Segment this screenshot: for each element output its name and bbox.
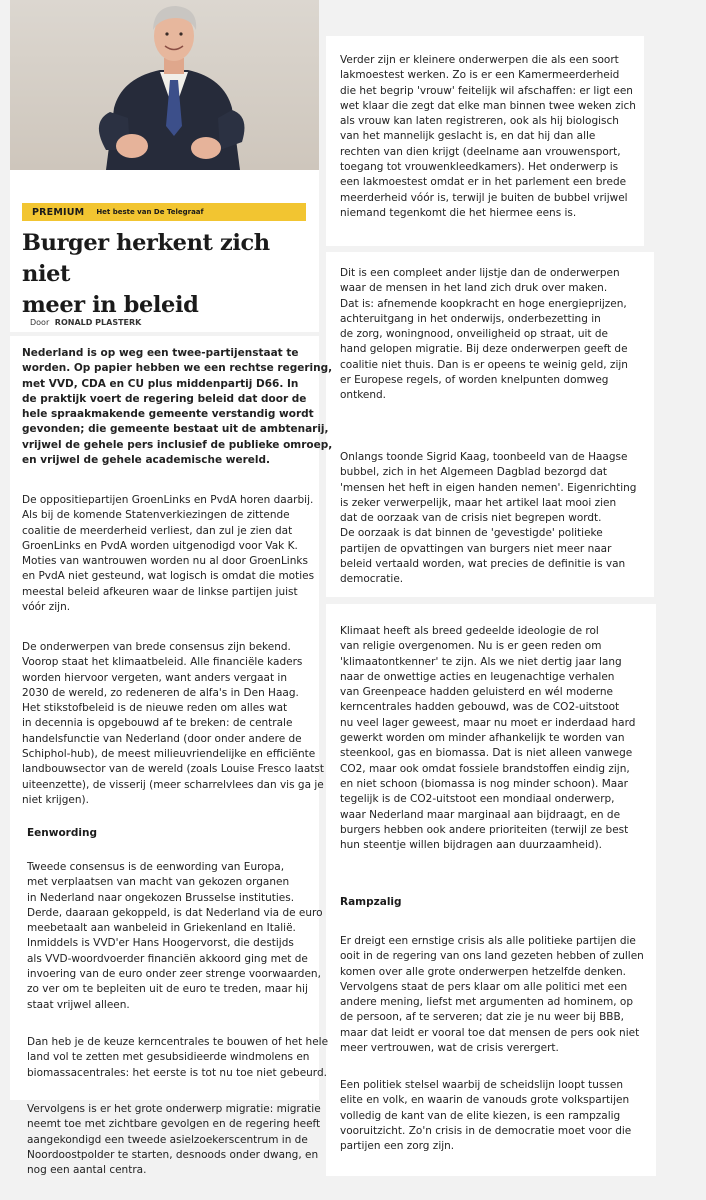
text-line: gevonden; die gemeente bestaat uit de ambtenarij,: [22, 423, 329, 436]
paragraph-2: [22, 493, 314, 615]
subhead-text: Rampzalig: [340, 896, 402, 908]
right-paragraph-3: [340, 450, 636, 588]
lead-paragraph: [22, 346, 332, 468]
text-line: die het begrip 'vrouw' feitelijk wil afschaffen: er ligt een: [340, 84, 633, 97]
text-line: De oorzaak is dat binnen de 'gevestigde' politieke: [340, 527, 603, 540]
text-line: beleid vertaald worden, wat precies de definitie is van: [340, 558, 626, 571]
text-line: invoering van de euro onder zeer strenge voorwaarden,: [27, 968, 321, 981]
text-line: rechten van dien krijgt (deelname aan vrouwensport,: [340, 145, 621, 158]
text-line: kerncentrales hadden gebouwd, was de CO2-uitstoot: [340, 701, 620, 714]
paragraph-text: [340, 266, 628, 404]
paragraph-4: [27, 860, 323, 1013]
right-paragraph-5: [340, 934, 644, 1056]
text-line: meebetaalt aan wanbeleid in Griekenland en Italië.: [27, 922, 296, 935]
text-line: Voorop staat het klimaatbeleid. Alle financiële kaders: [22, 656, 303, 669]
subhead-eenwording: [27, 827, 97, 839]
text-line: en PvdA niet gesteund, wat logisch is omdat die moties: [22, 570, 315, 583]
text-line: er Europese regels, of worden knelpunten domweg: [340, 374, 609, 387]
paragraph-text: [340, 53, 636, 221]
article-headline: [22, 228, 312, 321]
text-line: Dat is: afnemende koopkracht en hoge energieprijzen,: [340, 297, 627, 310]
text-line: worden hiervoor vergeten, want anders vergaat in: [22, 671, 288, 684]
text-line: nog een aantal centra.: [27, 1164, 147, 1177]
premium-banner: [22, 203, 306, 221]
text-line: steenkool, gas en biomassa. Dat is niet alleen vanwege: [340, 747, 633, 760]
text-line: komen over alle grote onderwerpen hetzelfde denken.: [340, 965, 626, 978]
text-line: biomassacentrales: het eerste is tot nu toe niet gebeurd.: [27, 1066, 327, 1079]
subhead-rampzalig: [340, 896, 402, 908]
paragraph-text: [27, 1102, 321, 1178]
text-line: niemand tegenkomt die het hiermee eens is.: [340, 206, 577, 219]
text-line: worden. Op papier hebben we een rechtse regering,: [22, 362, 333, 375]
byline: [30, 318, 141, 327]
text-line: maar dat leidt er vooral toe dat mensen de pers ook niet: [340, 1026, 640, 1039]
text-line: vóór zijn.: [22, 601, 71, 614]
text-line: De onderwerpen van brede consensus zijn bekend.: [22, 641, 291, 653]
text-line: Schiphol-hub), de meest milieuvriendelijke en efficiënte: [22, 748, 316, 761]
text-line: neemt toe met zichtbare gevolgen en de regering heeft: [27, 1118, 321, 1131]
paragraph-text: [340, 624, 635, 853]
text-line: dat de oorzaak van de crisis niet begrepen wordt.: [340, 512, 602, 525]
text-line: in Nederland naar ongekozen Brusselse instituties.: [27, 891, 295, 904]
text-line: naar de onwettige acties en leugenachtige verhalen: [340, 670, 615, 683]
text-line: vrijwel de gehele pers inclusief de publieke omroep,: [22, 438, 333, 451]
text-line: in decennia is opgebouwd af te breken: de centrale: [22, 717, 293, 730]
text-line: vooruitzicht. Zo'n crisis in de democratie moet voor die: [340, 1124, 632, 1137]
text-line: Een politiek stelsel waarbij de scheidslijn loopt tussen: [340, 1079, 624, 1091]
text-line: Tweede consensus is de eenwording van Europa,: [27, 861, 285, 873]
text-line: 'mensen het heft in eigen handen nemen'. Eigenrichting: [340, 481, 637, 494]
text-line: meer vertrouwen, wat de crisis verergert.: [340, 1042, 559, 1055]
paragraph-text: [22, 640, 324, 808]
text-line: Vervolgens staat de pers klaar om alle politici met een: [340, 980, 628, 993]
text-line: Er dreigt een ernstige crisis als alle politieke partijen die: [340, 935, 636, 947]
text-line: elite en volk, en waarin de vanouds grote volkspartijen: [340, 1094, 630, 1107]
text-line: lakmoestest werken. Zo is er een Kamermeerderheid: [340, 69, 620, 82]
text-line: een lakmoestest omdat er in het parlement een brede: [340, 176, 627, 189]
text-line: achteruitgang in het onderwijs, onderbezetting in: [340, 312, 601, 325]
text-line: hun steentje willen bijdragen aan duurzaamheid).: [340, 839, 603, 852]
text-line: ontkend.: [340, 389, 387, 402]
paragraph-5: [27, 1035, 328, 1081]
author-portrait-illustration: [10, 0, 319, 170]
text-line: partijen de opvattingen van burgers niet meer naar: [340, 542, 612, 555]
text-line: Dan heb je de keuze kerncentrales te bouwen of het hele: [27, 1036, 329, 1048]
text-line: hand gelopen migratie. Bij deze onderwerpen geeft de: [340, 343, 628, 356]
byline-prefix: Door: [30, 318, 50, 327]
right-paragraph-6: [340, 1078, 631, 1154]
author-photo: [10, 0, 319, 170]
text-line: en niet schoon (biomassa is nog minder schoon). Maar: [340, 777, 628, 790]
right-paragraph-2: [340, 266, 628, 404]
text-line: handelsfunctie van Nederland (door onder andere de: [22, 732, 302, 745]
text-line: 'klimaatontkenner' te zijn. Als we niet dertig jaar lang: [340, 655, 622, 668]
right-paragraph-4: [340, 624, 635, 853]
text-line: coalitie de meerderheid verliest, dan zul je zien dat: [22, 524, 293, 537]
text-line: zo ver om te bepleiten uit de euro te treden, maar hij: [27, 983, 308, 996]
paragraph-3: [22, 640, 324, 808]
lead-text: [22, 346, 332, 468]
text-line: wet klaar die zegt dat elke man binnen twee weken zich: [340, 99, 636, 112]
text-line: Dit is een compleet ander lijstje dan de onderwerpen: [340, 267, 620, 279]
text-line: de zorg, woningnood, onveiligheid op straat, uit de: [340, 328, 608, 341]
text-line: andere mening, liefst met argumenten ad hominem, op: [340, 996, 633, 1009]
text-line: als VVD-woordvoerder financiën akkoord ging met de: [27, 952, 308, 965]
premium-label: PREMIUM: [32, 206, 85, 218]
text-line: Derde, daaraan gekoppeld, is dat Nederland via de euro: [27, 906, 323, 919]
text-line: landbouwsector van de wereld (zoals Louise Fresco laatst: [22, 763, 324, 776]
text-line: tegelijk is de CO2-uitstoot een mondiaal onderwerp,: [340, 793, 615, 806]
text-line: meestal beleid afkeuren waar de linkse partijen juist: [22, 585, 298, 598]
text-line: Onlangs toonde Sigrid Kaag, toonbeeld van de Haagse: [340, 451, 628, 463]
text-line: is zeker verwerpelijk, maar het artikel laat mooi zien: [340, 496, 617, 509]
subhead-text: Eenwording: [27, 827, 97, 839]
premium-subtitle: Het beste van De Telegraaf: [96, 208, 204, 216]
byline-author: RONALD PLASTERK: [54, 318, 142, 327]
text-line: de praktijk voert de regering beleid dat door de: [22, 392, 307, 405]
paragraph-text: [22, 493, 314, 615]
text-line: van religie overgenomen. Nu is er geen reden om: [340, 640, 602, 653]
text-line: Het stikstofbeleid is de nieuwe reden om alles wat: [22, 702, 288, 715]
text-line: meerderheid vóór is, terwijl je buiten de bubbel vrijwel: [340, 191, 628, 204]
text-line: van het mannelijk geslacht is, en dat hij dan alle: [340, 130, 596, 143]
paragraph-6: [27, 1102, 321, 1178]
text-line: toegang tot vrouwenkleedkamers). Het onderwerp is: [340, 161, 619, 174]
text-line: volledig de kant van de elite kiezen, is een rampzalig: [340, 1109, 621, 1122]
text-line: Noordoostpolder te starten, desnoods onder dwang, en: [27, 1148, 319, 1161]
text-line: 2030 de wereld, zo redeneren de alfa's in Den Haag.: [22, 686, 299, 699]
text-line: ooit in de regering van ons land gezeten hebben of zullen: [340, 950, 644, 963]
text-line: staat vrijwel alleen.: [27, 998, 130, 1011]
text-line: aangekondigd een tweede asielzoekerscentrum in de: [27, 1133, 308, 1146]
paragraph-text: [340, 934, 644, 1056]
text-line: nu veel lager geweest, maar nu moet er inderdaad hard: [340, 716, 636, 729]
text-line: waar Nederland maar marginaal aan bijdraagt, en de: [340, 808, 621, 821]
text-line: als vrouw kan laten registreren, ook als hij biologisch: [340, 115, 619, 128]
text-line: Als bij de komende Statenverkiezingen de zittende: [22, 509, 290, 522]
text-line: gewerkt worden om minder afhankelijk te worden van: [340, 732, 625, 745]
text-line: CO2, maar ook omdat fossiele brandstoffen eindig zijn,: [340, 762, 630, 775]
text-line: met verplaatsen van macht van gekozen organen: [27, 876, 290, 889]
text-line: Klimaat heeft als breed gedeelde ideologie de rol: [340, 625, 599, 637]
text-line: en vrijwel de gehele academische wereld.: [22, 454, 270, 467]
text-line: Nederland is op weg een twee-partijenstaat te: [22, 347, 299, 359]
text-line: GroenLinks en PvdA worden uitgenodigd voor Vak K.: [22, 539, 298, 552]
text-line: Verder zijn er kleinere onderwerpen die als een soort: [340, 54, 619, 66]
text-line: Inmiddels is VVD'er Hans Hoogervorst, die destijds: [27, 937, 294, 950]
text-line: waar de mensen in het land zich druk over maken.: [340, 282, 608, 295]
text-line: partijen een zorg zijn.: [340, 1140, 455, 1153]
text-line: van Greenpeace hadden geluisterd en wél moderne: [340, 686, 614, 699]
paragraph-text: [340, 450, 636, 588]
text-line: De oppositiepartijen GroenLinks en PvdA horen daarbij.: [22, 494, 314, 506]
text-line: bubbel, zich in het Algemeen Dagblad bezorgd dat: [340, 466, 608, 479]
text-line: niet krijgen).: [22, 793, 89, 806]
text-line: met VVD, CDA en CU plus middenpartij D66. In: [22, 377, 299, 390]
text-line: coalitie niet thuis. Dan is er opeens te weinig geld, zijn: [340, 358, 628, 371]
text-line: land vol te zetten met gesubsidieerde windmolens en: [27, 1051, 310, 1064]
text-line: hele spraakmakende gemeente verstandig wordt: [22, 408, 314, 421]
paragraph-text: [340, 1078, 631, 1154]
headline-line-1: Burger herkent zich niet: [22, 230, 270, 287]
text-line: de persoon, af te serveren; dat zie je nu weer bij BBB,: [340, 1011, 625, 1024]
paragraph-text: [27, 860, 323, 1013]
right-paragraph-1: [340, 53, 636, 221]
headline-line-2: meer in beleid: [22, 292, 199, 318]
text-line: Vervolgens is er het grote onderwerp migratie: migratie: [27, 1103, 321, 1115]
text-line: burgers hebben ook andere prioriteiten (terwijl ze best: [340, 823, 629, 836]
text-line: democratie.: [340, 573, 404, 586]
text-line: Moties van wantrouwen worden nu al door GroenLinks: [22, 555, 308, 568]
paragraph-text: [27, 1035, 328, 1081]
text-line: uiteenzette), de visserij (meer scharrelvlees dan vis ga je: [22, 778, 324, 791]
